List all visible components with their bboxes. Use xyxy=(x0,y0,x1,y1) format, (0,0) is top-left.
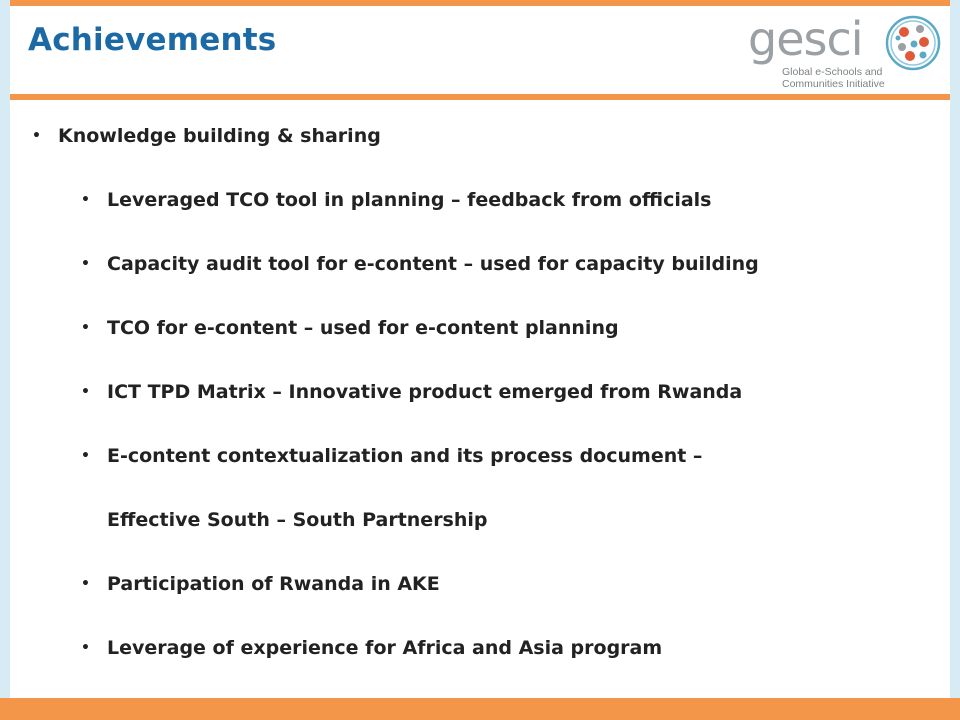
bullet-item xyxy=(81,572,440,596)
right-border xyxy=(950,0,960,720)
bullet-text: Participation of Rwanda in AKE xyxy=(107,573,440,595)
bullet-dot-icon: • xyxy=(81,256,90,272)
bottom-border xyxy=(0,698,960,720)
bullet-text: ICT TPD Matrix – Innovative product emerged from Rwanda xyxy=(107,381,743,403)
gesci-logo xyxy=(744,12,944,94)
left-border xyxy=(0,0,10,720)
bullet-item xyxy=(81,380,743,404)
bullet-dot-icon: • xyxy=(81,448,90,464)
bullet-text: Capacity audit tool for e-content – used for capacity building xyxy=(107,253,759,275)
bullet-item xyxy=(81,444,703,468)
bullet-dot-icon: • xyxy=(32,128,41,144)
bullet-continuation xyxy=(107,508,488,532)
bullet-dot-icon: • xyxy=(81,320,90,336)
slide-title: Achievements xyxy=(28,22,277,58)
logo-wordmark: gesci xyxy=(748,12,863,66)
bullet-text: Effective South – South Partnership xyxy=(107,509,488,531)
bullet-item xyxy=(81,188,712,212)
bullet-item xyxy=(81,316,619,340)
bullet-item xyxy=(81,636,663,660)
top-border xyxy=(0,0,960,6)
bullet-text: Leveraged TCO tool in planning – feedback from officials xyxy=(107,189,712,211)
bullet-text: Leverage of experience for Africa and Asia program xyxy=(107,637,663,659)
bullet-text: Knowledge building & sharing xyxy=(58,125,381,147)
logo-tagline-line1: Global e-Schools and xyxy=(782,66,883,78)
bullet-text: TCO for e-content – used for e-content planning xyxy=(107,317,619,339)
bullet-item xyxy=(81,252,759,276)
bullet-item xyxy=(32,124,381,148)
logo-tagline xyxy=(782,66,885,90)
bullet-dot-icon: • xyxy=(81,640,90,656)
globe-logo-icon xyxy=(884,14,942,72)
bullet-text: E-content contextualization and its process document – xyxy=(107,445,703,467)
bullet-dot-icon: • xyxy=(81,576,90,592)
logo-tagline-line2: Communities Initiative xyxy=(782,78,885,90)
header-divider xyxy=(10,94,950,100)
bullet-dot-icon: • xyxy=(81,192,90,208)
bullet-dot-icon: • xyxy=(81,384,90,400)
